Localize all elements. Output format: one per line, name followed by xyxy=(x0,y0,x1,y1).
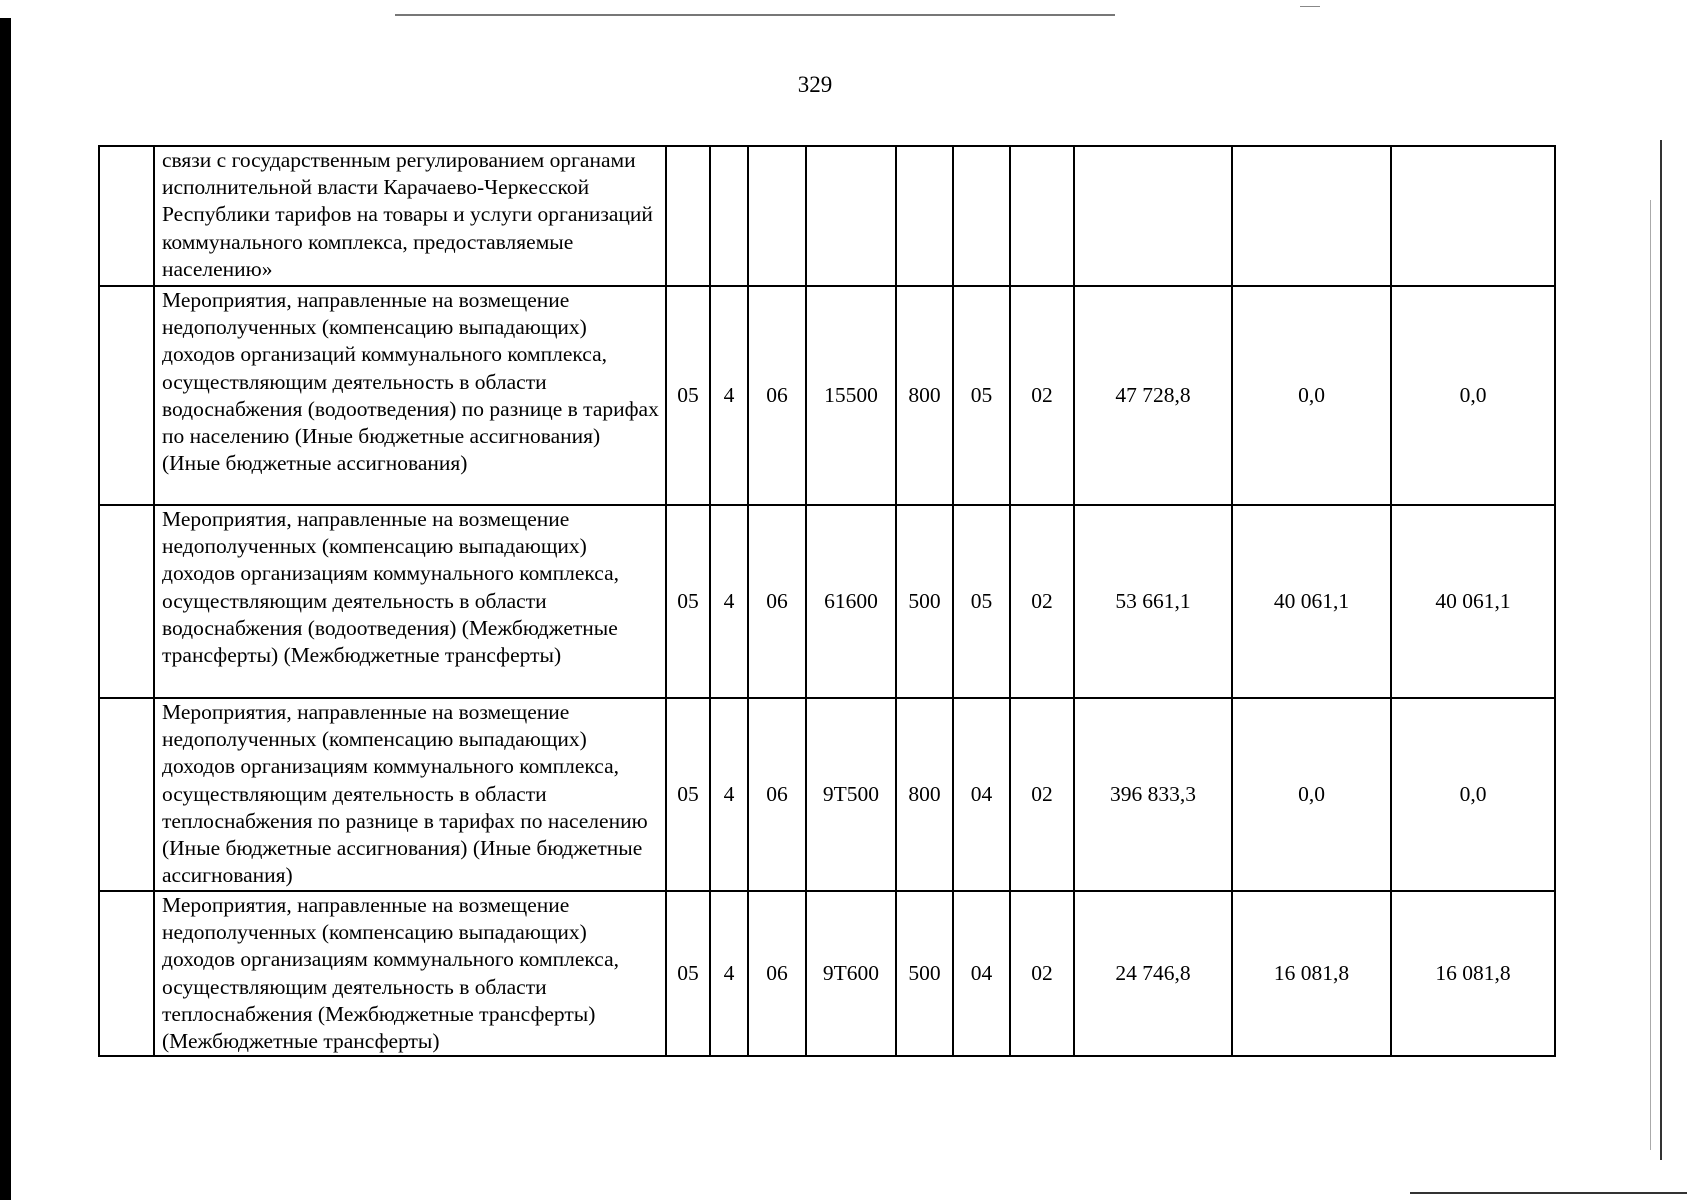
code-subsection: 4 xyxy=(710,286,748,505)
row-index-cell xyxy=(99,286,154,505)
code-expense-type xyxy=(896,146,953,286)
table-row xyxy=(99,505,1555,698)
code-section: 05 xyxy=(666,891,710,1056)
amount-year-2 xyxy=(1232,146,1391,286)
code-subchapter: 02 xyxy=(1010,505,1074,698)
amount-year-3 xyxy=(1391,146,1555,286)
row-index-cell xyxy=(99,505,154,698)
code-expense-type: 800 xyxy=(896,698,953,891)
code-chapter: 04 xyxy=(953,698,1010,891)
code-subchapter: 02 xyxy=(1010,891,1074,1056)
row-description: Мероприятия, направленные на возмещение недополученных (компенсацию выпадающих) доходов организациям коммунального комплекса, осуществляющим деятельность в области водоснабжения (водоотведения) (Межбюджетные трансферты) (Межбюджетные трансферты) xyxy=(154,505,666,698)
code-subchapter: 02 xyxy=(1010,286,1074,505)
amount-year-1: 53 661,1 xyxy=(1074,505,1232,698)
code-program xyxy=(748,146,806,286)
code-subchapter: 02 xyxy=(1010,698,1074,891)
table-row xyxy=(99,286,1555,505)
amount-year-2: 0,0 xyxy=(1232,286,1391,505)
code-chapter xyxy=(953,146,1010,286)
scan-right-edge xyxy=(1660,140,1662,1160)
code-direction: 9Т600 xyxy=(806,891,896,1056)
code-program: 06 xyxy=(748,891,806,1056)
code-expense-type: 500 xyxy=(896,891,953,1056)
code-expense-type: 500 xyxy=(896,505,953,698)
code-chapter: 05 xyxy=(953,505,1010,698)
code-direction: 9Т500 xyxy=(806,698,896,891)
code-chapter: 04 xyxy=(953,891,1010,1056)
code-direction: 15500 xyxy=(806,286,896,505)
code-section: 05 xyxy=(666,286,710,505)
code-chapter: 05 xyxy=(953,286,1010,505)
scan-left-edge xyxy=(0,18,11,1200)
table-row xyxy=(99,698,1555,891)
page-number: 329 xyxy=(797,72,833,97)
row-description: Мероприятия, направленные на возмещение недополученных (компенсацию выпадающих) доходов организациям коммунального комплекса, осуществляющим деятельность в области теплоснабжения (Межбюджетные трансферты) (Межбюджетные трансферты) xyxy=(154,891,666,1056)
amount-year-3: 0,0 xyxy=(1391,698,1555,891)
row-index-cell xyxy=(99,146,154,286)
code-subsection: 4 xyxy=(710,698,748,891)
amount-year-2: 40 061,1 xyxy=(1232,505,1391,698)
row-description: Мероприятия, направленные на возмещение недополученных (компенсацию выпадающих) доходов организациям коммунального комплекса, осуществляющим деятельность в области теплоснабжения по разнице в тарифах по населению (Иные бюджетные ассигнования) (Иные бюджетные ассигнования) xyxy=(154,698,666,891)
code-subsection xyxy=(710,146,748,286)
amount-year-3: 40 061,1 xyxy=(1391,505,1555,698)
scan-top-mark xyxy=(1300,6,1320,7)
amount-year-1: 47 728,8 xyxy=(1074,286,1232,505)
amount-year-1: 24 746,8 xyxy=(1074,891,1232,1056)
row-index-cell xyxy=(99,698,154,891)
budget-table xyxy=(98,145,1556,1057)
amount-year-3: 0,0 xyxy=(1391,286,1555,505)
code-section xyxy=(666,146,710,286)
code-direction xyxy=(806,146,896,286)
amount-year-2: 16 081,8 xyxy=(1232,891,1391,1056)
row-index-cell xyxy=(99,891,154,1056)
scan-top-line xyxy=(395,14,1115,16)
scan-right-thin-line xyxy=(1650,200,1651,1150)
code-program: 06 xyxy=(748,505,806,698)
scan-bottom-line xyxy=(1410,1192,1687,1194)
amount-year-3: 16 081,8 xyxy=(1391,891,1555,1056)
row-description: связи с государственным регулированием органами исполнительной власти Карачаево-Черкесской Республики тарифов на товары и услуги организаций коммунального комплекса, предоставляемые населению» xyxy=(154,146,666,286)
table-row xyxy=(99,146,1555,286)
code-subchapter xyxy=(1010,146,1074,286)
code-subsection: 4 xyxy=(710,505,748,698)
code-section: 05 xyxy=(666,505,710,698)
code-section: 05 xyxy=(666,698,710,891)
code-expense-type: 800 xyxy=(896,286,953,505)
row-description: Мероприятия, направленные на возмещение недополученных (компенсацию выпадающих) доходов организаций коммунального комплекса, осуществляющим деятельность в области водоснабжения (водоотведения) по разнице в тарифах по населению (Иные бюджетные ассигнования) (Иные бюджетные ассигнования) xyxy=(154,286,666,505)
code-subsection: 4 xyxy=(710,891,748,1056)
table-row xyxy=(99,891,1555,1056)
amount-year-1 xyxy=(1074,146,1232,286)
code-direction: 61600 xyxy=(806,505,896,698)
amount-year-1: 396 833,3 xyxy=(1074,698,1232,891)
code-program: 06 xyxy=(748,698,806,891)
code-program: 06 xyxy=(748,286,806,505)
amount-year-2: 0,0 xyxy=(1232,698,1391,891)
